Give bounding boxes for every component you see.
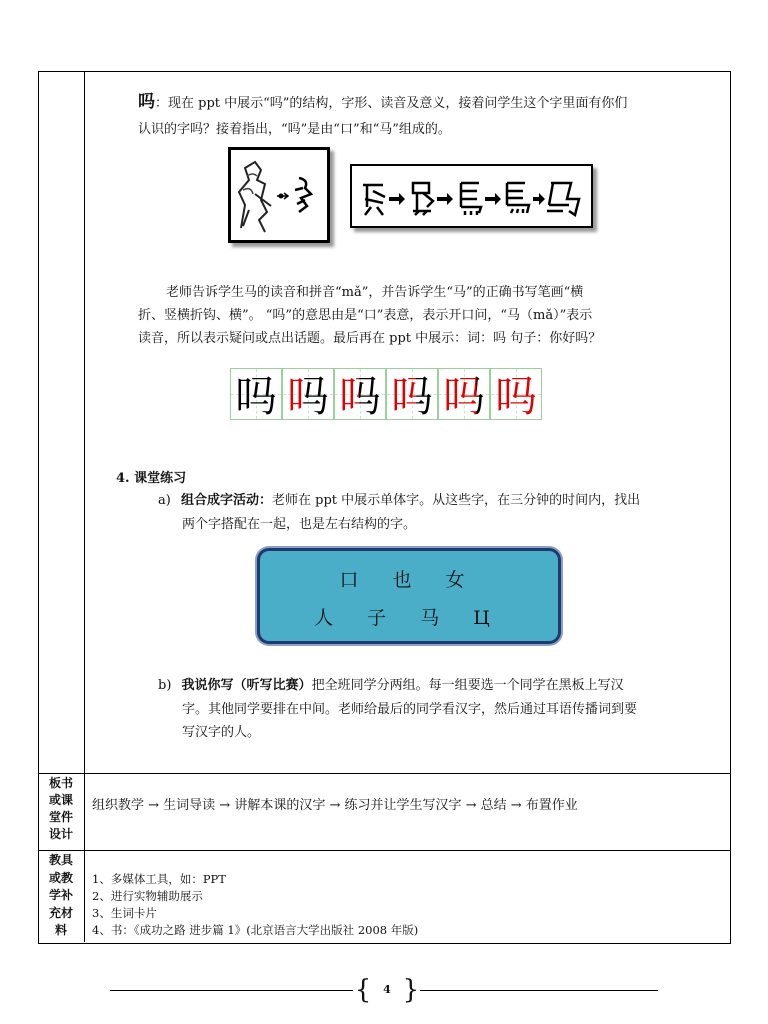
- stroke-step-4: 吗: [386, 368, 438, 420]
- materials-item: 4、书：《成功之路 进步篇 1》(北京语言大学出版社 2008 年版): [92, 923, 419, 937]
- board-design-content: 组织教学 → 生词导读 → 讲解本课的汉字 → 练习并让学生写汉字 → 总结 → 布置作业: [92, 798, 578, 813]
- ma-intro-line2: 认识的字吗？接着指出，“吗”是由“口”和“马”组成的。: [138, 122, 451, 137]
- ma-char-heading: 吗: [138, 92, 155, 112]
- practice-a-line1: [158, 488, 640, 513]
- practice-b-line3: 写汉字的人。: [182, 725, 261, 740]
- practice-b-line2: 字。其他同学要排在中间。老师给最后的同学看汉字，然后通过耳语传播词到要: [182, 702, 638, 717]
- stroke-order-row: [230, 368, 542, 420]
- row-divider-board: [38, 773, 730, 774]
- left-brace-icon: {: [354, 975, 372, 1005]
- stroke-step-1: 吗: [230, 368, 282, 420]
- materials-label-line: 教具: [48, 853, 73, 867]
- stroke-step-3: 吗: [334, 368, 386, 420]
- materials-label: [38, 852, 84, 940]
- para2-line1: 老师告诉学生马的读音和拼音“mǎ”，并告诉学生“马”的正确书写笔画“横: [166, 285, 584, 300]
- horse-pictograph-image: [228, 147, 330, 243]
- practice-a-title: 组合成字活动：: [180, 493, 272, 508]
- practice-b-title: 我说你写（听写比赛）: [181, 678, 312, 693]
- character-card-row2: 人 子 马 Ц: [314, 607, 504, 629]
- table-column-divider: [84, 71, 85, 942]
- board-design-label: [38, 775, 84, 843]
- stroke-step-2: 吗: [282, 368, 334, 420]
- practice-a-line2: 两个字搭配在一起，也是左右结构的字。: [182, 517, 417, 532]
- materials-label-line: 或教: [48, 870, 73, 885]
- materials-item: 1、多媒体工具，如：PPT: [92, 872, 226, 886]
- page-number: [352, 975, 422, 1005]
- ma-intro-text: ：现在 ppt 中展示“吗”的结构，字形、读音及意义，接着问学生这个字里面有你们: [155, 96, 628, 111]
- para2-line3: 读音，所以表示疑问或点出话题。最后再在 ppt 中展示：词：吗 句子：你好吗？: [138, 331, 602, 346]
- row-divider-materials: [38, 850, 730, 851]
- practice-a-text: 老师在 ppt 中展示单体字。从这些字，在三分钟的时间内，找出: [271, 493, 641, 508]
- footer-rule-left: [110, 990, 353, 991]
- board-label-line: 设计: [48, 827, 73, 841]
- page-number-value: 4: [383, 983, 391, 996]
- character-card-row1: 口 也 女: [339, 569, 479, 591]
- materials-label-line: 充材: [48, 905, 73, 920]
- materials-list: [92, 871, 418, 939]
- practice-b-line1: [158, 673, 624, 698]
- footer-rule-right: [420, 990, 658, 991]
- practice-a-marker: a): [158, 493, 171, 508]
- materials-item: 2、进行实物辅助展示: [92, 889, 203, 903]
- right-brace-icon: }: [402, 975, 420, 1005]
- character-evolution-image: [350, 164, 593, 228]
- ma-intro-line1: [138, 90, 627, 116]
- materials-item: 3、生词卡片: [92, 906, 157, 920]
- stroke-step-5: 吗: [438, 368, 490, 420]
- practice-heading: 4. 课堂练习: [116, 471, 187, 486]
- board-label-line: 堂件: [48, 810, 73, 824]
- character-card-box: [257, 548, 561, 644]
- materials-label-line: 学补: [48, 888, 73, 902]
- para2-line2: 折、竖横折钩、横”。 “吗”的意思由是“口”表意，表示开口问，“马（mǎ）”表示: [138, 308, 593, 323]
- stroke-step-6: 吗: [490, 368, 542, 420]
- board-label-line: 板书: [48, 776, 73, 790]
- materials-label-line: 料: [54, 923, 67, 937]
- board-label-line: 或课: [48, 793, 73, 807]
- practice-b-marker: b): [158, 678, 172, 693]
- practice-b-text: 把全班同学分两组。每一组要选一个同学在黑板上写汉: [311, 678, 624, 693]
